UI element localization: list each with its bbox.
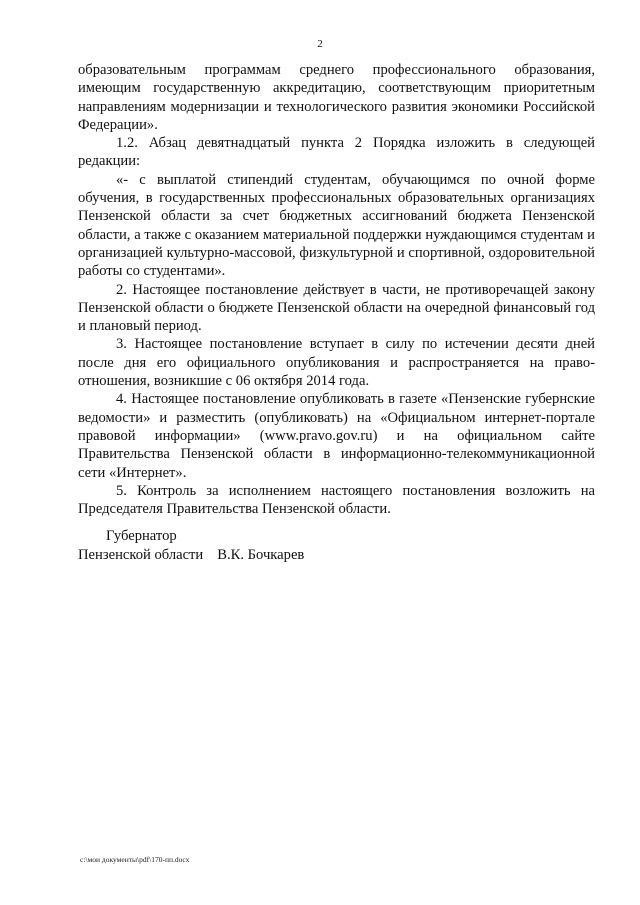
footer-file-path: c:\мои документы\pdf\170-пп.docx [80,855,190,864]
document-body [78,61,595,518]
signature-line [78,546,304,565]
signature-region: Пензенской области [78,546,204,563]
signature-block [78,527,304,564]
paragraph-continuation: образовательным программам среднего профессионального образования, имеющим государственную аккредитацию, соответствующим приоритетным направлениям модернизации и технологического развития экономики Российской Федерации». [78,62,595,133]
paragraph-1-2: 1.2. Абзац девятнадцатый пункта 2 Порядка изложить в следующей редакции: [78,135,595,170]
page-number: 2 [317,38,323,50]
paragraph-5: 5. Контроль за исполнением настоящего постановления возложить на Председателя Правительства Пензенской области. [78,482,595,518]
signature-title: Губернатор [106,528,177,544]
paragraph-3: 3. Настоящее постановление вступает в силу по истечении десяти дней после дня его официального опубликования и распространяется на право-отношения, возникшие с 06 октября 2014 года. [78,336,595,390]
paragraph-4: 4. Настоящее постановление опубликовать в газете «Пензенские губернские ведомости» и разместить (опубликовать) на «Официальном интернет-портале правовой информации» (www.pravo.gov.ru) и на официальном сайте Правительства Пензенской области в информационно-телекоммуникационной сети «Интернет». [78,391,595,481]
paragraph-quoted-text: «- с выплатой стипендий студентам, обучающимся по очной форме обучения, в государственных профессиональных образовательных организациях Пензенской области за счет бюджетных ассигнований бюджета Пензенской области, а также с оказанием материальной поддержки нуждающимся студентам и организацией культурно-массовой, физкультурной и спортивной, оздоровительной работы со студентами». [78,171,595,280]
paragraph-2: 2. Настоящее постановление действует в части, не противоречащей закону Пензенской области о бюджете Пензенской области на очередной финансовый год и плановый период. [78,281,595,335]
signature-name: В.К. Бочкарев [217,546,305,563]
